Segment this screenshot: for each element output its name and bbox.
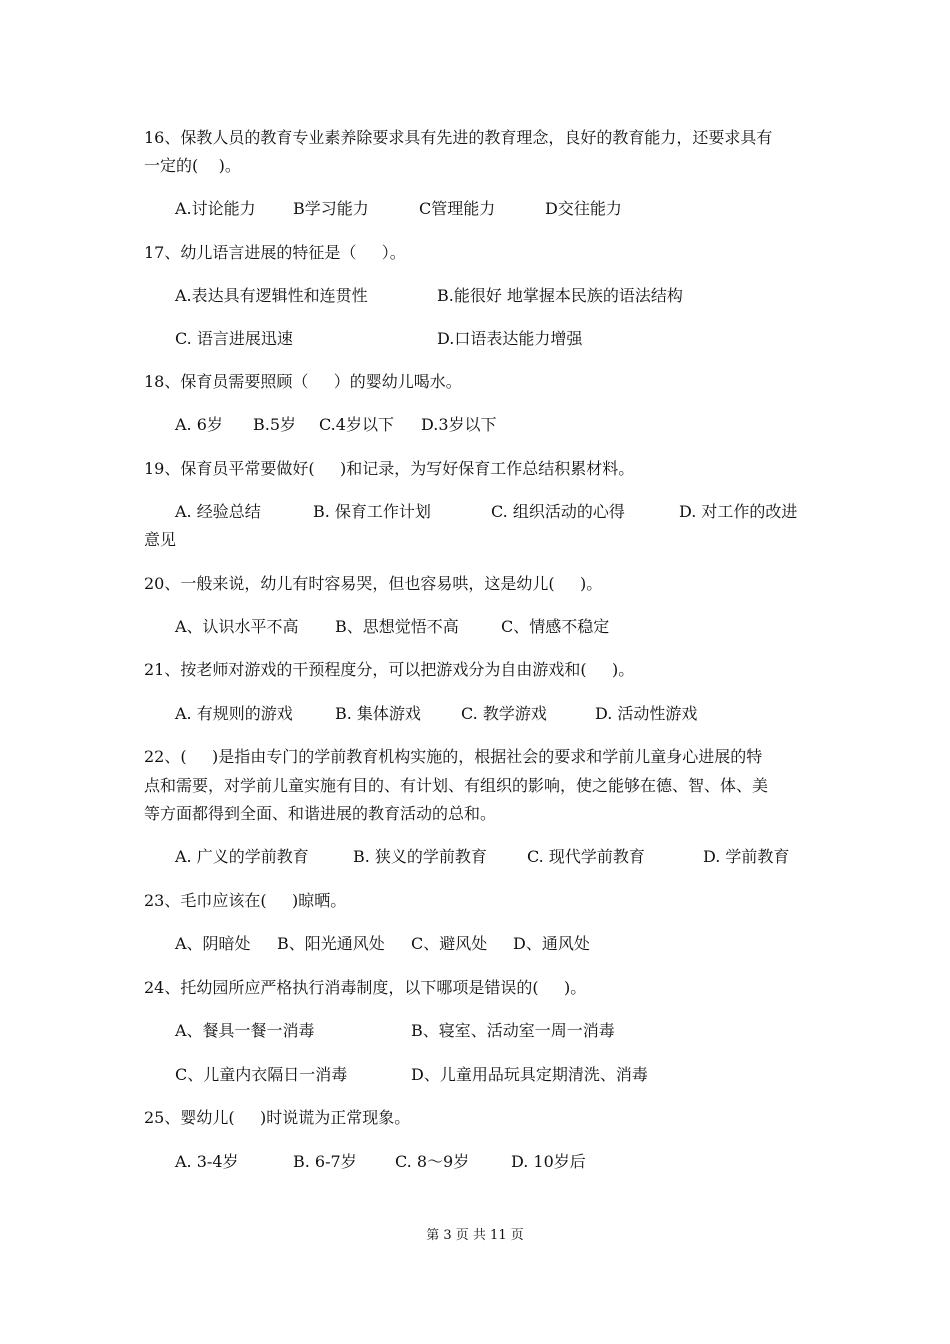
option-a: A. 广义的学前教育 [175,847,309,866]
option-a: A、认识水平不高 [175,617,299,636]
option-b: B、思想觉悟不高 [335,617,459,636]
question-17-line-1: 17、幼儿语言进展的特征是（ ）。 [144,243,406,262]
option-c: C. 现代学前教育 [527,847,645,866]
page-number-footer: 第 3 页 共 11 页 [426,1228,524,1243]
question-21-line-1: 21、按老师对游戏的干预程度分，可以把游戏分为自由游戏和( )。 [144,660,635,679]
option-a: A.表达具有逻辑性和连贯性 [175,286,368,305]
option-c: C. 教学游戏 [461,704,547,723]
question-24-line-1: 24、托幼园所应严格执行消毒制度，以下哪项是错误的( )。 [144,978,587,997]
question-20-line-1: 20、一般来说，幼儿有时容易哭，但也容易哄，这是幼儿( )。 [144,574,603,593]
option-d: D. 学前教育 [703,847,790,866]
question-25-line-1: 25、婴幼儿( )时说谎为正常现象。 [144,1108,411,1127]
option-c: C. 语言进展迅速 [175,329,293,348]
option-c: C、情感不稳定 [501,617,610,636]
option-a: A. 经验总结 [175,502,261,521]
question-23-line-1: 23、毛巾应该在( )晾晒。 [144,891,347,910]
question-16-line-2: 一定的( )。 [144,156,241,175]
option-d: D.3岁以下 [421,415,497,434]
option-b: B. 6-7岁 [293,1152,357,1171]
option-b: B、阳光通风处 [277,934,385,953]
option-d: D. 10岁后 [511,1152,586,1171]
option-c: C. 8～9岁 [395,1152,470,1171]
question-18-line-1: 18、保育员需要照顾（ ）的婴幼儿喝水。 [144,372,462,391]
option-b: B.能很好 地掌握本民族的语法结构 [437,286,683,305]
question-22-line-2: 点和需要，对学前儿童实施有目的、有计划、有组织的影响，使之能够在德、智、体、美 [144,776,769,795]
option-b: B、寝室、活动室一周一消毒 [411,1021,615,1040]
option-c: C. 组织活动的心得 [491,502,625,521]
option-d: D.口语表达能力增强 [437,329,583,348]
option-a: A.讨论能力 [175,199,256,218]
option-c: C、儿童内衣隔日一消毒 [175,1065,348,1084]
option-b: B. 保育工作计划 [313,502,431,521]
option-a: A. 3-4岁 [175,1152,239,1171]
question-19-line-1: 19、保育员平常要做好( )和记录，为写好保育工作总结积累材料。 [144,459,635,478]
option-b: B学习能力 [293,199,369,218]
option-c: C.4岁以下 [319,415,394,434]
option-b: B. 集体游戏 [335,704,421,723]
option-c: C、避风处 [411,934,488,953]
option-d: D、通风处 [513,934,590,953]
option-a: A. 6岁 [175,415,223,434]
question-19-option-d-continuation: 意见 [144,530,177,549]
option-a: A. 有规则的游戏 [175,704,293,723]
option-b: B.5岁 [253,415,297,434]
option-d: D. 对工作的改进 [679,502,798,521]
option-d: D交往能力 [545,199,622,218]
option-c: C管理能力 [419,199,496,218]
question-22-line-1: 22、( )是指由专门的学前教育机构实施的，根据社会的要求和学前儿童身心进展的特 [144,747,763,766]
option-a: A、阴暗处 [175,934,251,953]
option-a: A、餐具一餐一消毒 [175,1021,315,1040]
question-16-line-1: 16、保教人员的教育专业素养除要求具有先进的教育理念，良好的教育能力，还要求具有 [144,128,773,147]
option-d: D. 活动性游戏 [595,704,698,723]
option-d: D、儿童用品玩具定期清洗、消毒 [411,1065,648,1084]
option-b: B. 狭义的学前教育 [353,847,487,866]
question-22-line-3: 等方面都得到全面、和谐进展的教育活动的总和。 [144,804,497,823]
